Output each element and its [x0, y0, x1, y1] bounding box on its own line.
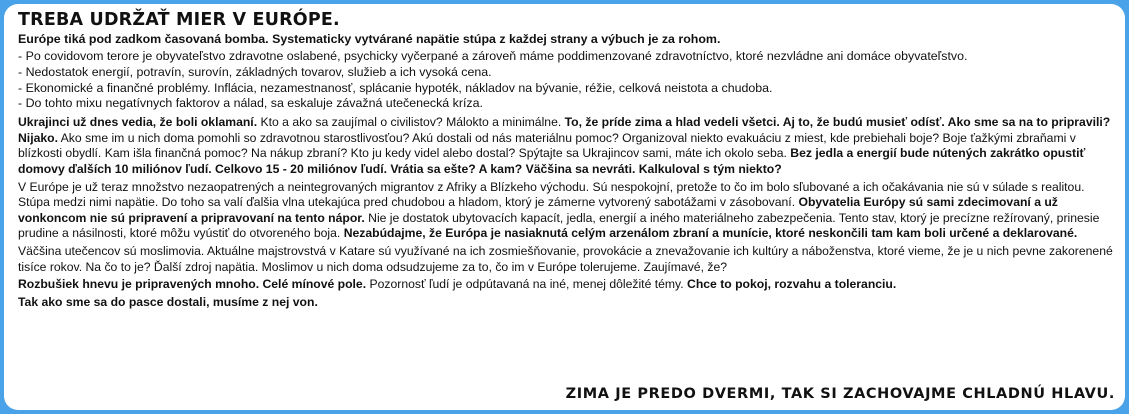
article-card [4, 4, 1125, 410]
text: Ako sme im u nich doma pomohli so zdravotnou starostlivosťou? Akú dostali od nás materiálnu pomoc? Organizoval niekto evakuáciu z miest, kde prebiehali boje? Boje ťažkými zbraňami v blízkosti obydlí. Kam išla finančná pomoc? Na nákup zbraní? Kto ju kedy videl alebo dostal? Spýtajte sa Ukrajincov sami, máte ich okolo seba. [18, 130, 1076, 161]
emphasis: To, že príde zima a hlad vedeli všetci. Aj to, že budú musieť odísť. Ako sme sa na to pripravili? Nijako. [18, 115, 1111, 145]
paragraph-ukrainians [18, 115, 1113, 177]
bullet-item: - Do tohto mixu negatívnych faktorov a nálad, sa eskaluje závažná utečenecká kríza. [18, 96, 1113, 112]
text: Kto a ako sa zaujímal o civilistov? Málokto a minimálne. [257, 115, 565, 130]
emphasis: Bez jedla a energií bude nútených zakrátko opustiť domovy ďalších 10 miliónov ľudí. Celkovo 15 - 20 miliónov ľudí. Vrátia sa ešte? A kam? Väčšina sa nevráti. Kalkuloval s tým niekto? [18, 146, 1086, 176]
bullet-item: - Nedostatok energií, potravín, surovín, základných tovarov, služieb a ich vysoká cena. [18, 65, 1113, 81]
text: Pozornosť ľudí je odpútavaná na iné, menej dôležité témy. [366, 277, 688, 292]
emphasis: Nezabúdajme, že Európa je nasiaknutá celým arzenálom zbraní a munície, ktoré neskončili tam kam boli určené a deklarované. [343, 226, 1078, 241]
emphasis: Obyvatelia Európy sú sami zdecimovaní a už vonkoncom nie sú pripravení a pripravovaní na tento nápor. [18, 195, 1058, 225]
bullet-list [18, 49, 1113, 112]
lead-paragraph: Európe tiká pod zadkom časovaná bomba. Systematicky vytvárané napätie stúpa z každej strany a výbuch je za rohom. [18, 32, 721, 46]
bullet-item: - Po covidovom terore je obyvateľstvo zdravotne oslabené, psychicky vyčerpané a zároveň máme poddimenzované zdravotníctvo, ktoré nezvládne ani domáce obyvateľstvo. [18, 49, 1113, 65]
emphasis: Chce to pokoj, rozvahu a toleranciu. [687, 277, 897, 292]
final-sentence: Tak ako sme sa do pasce dostali, musíme z nej von. [18, 294, 318, 309]
paragraph-muslims: Väčšina utečencov sú moslimovia. Aktuálne majstrovstvá v Katare sú využívané na ich zosmiešňovanie, provokácie a znevažovanie ich kultúry a náboženstva, ktoré vieme, že je u nich pevne zakorenené tisíce rokov. Na čo to je? Ďalší zdroj napätia. Moslimov u nich doma odsudzujeme za to, čo im v Európe tolerujeme. Zaujímavé, že? [18, 243, 1113, 274]
bullet-item: - Ekonomické a finančné problémy. Inflácia, nezamestnanosť, splácanie hypoték, nákladov na bývanie, réžie, celková neistota a chudoba. [18, 81, 1113, 97]
emphasis: Rozbušiek hnevu je pripravených mnoho. Celé mínové pole. [18, 277, 367, 292]
paragraph-detonators [18, 277, 1113, 293]
article-title: TREBA UDRŽAŤ MIER V EURÓPE. [18, 10, 340, 30]
emphasis: Ukrajinci už dnes vedia, že boli oklamaní. [18, 115, 258, 130]
paragraph-migrants [18, 180, 1113, 242]
closing-slogan: ZIMA JE PREDO DVERMI, TAK SI ZACHOVAJME CHLADNÚ HLAVU. [565, 386, 1115, 402]
text: V Európe je už teraz množstvo nezaopatrených a neintegrovaných migrantov z Afriky a Blízkeho východu. Sú nespokojní, pretože to čo im bolo sľubované a ich očakávania nie sú v súlade s realitou. Stúpa medzi nimi napätie. Do toho sa valí ďalšia vlna utekajúca pred chudobou a hladom, ktorý je zámerne vytvorený sabotážami v zásobovaní. [18, 179, 1085, 210]
text: Nie je dostatok ubytovacích kapacít, jedla, energií a iného materiálneho zabezpečenia. Tento stav, ktorý je precízne režírovaný, prinesie prudine a násilnosti, ktoré môžu vyústiť do otvoreného boja. [18, 210, 1100, 241]
